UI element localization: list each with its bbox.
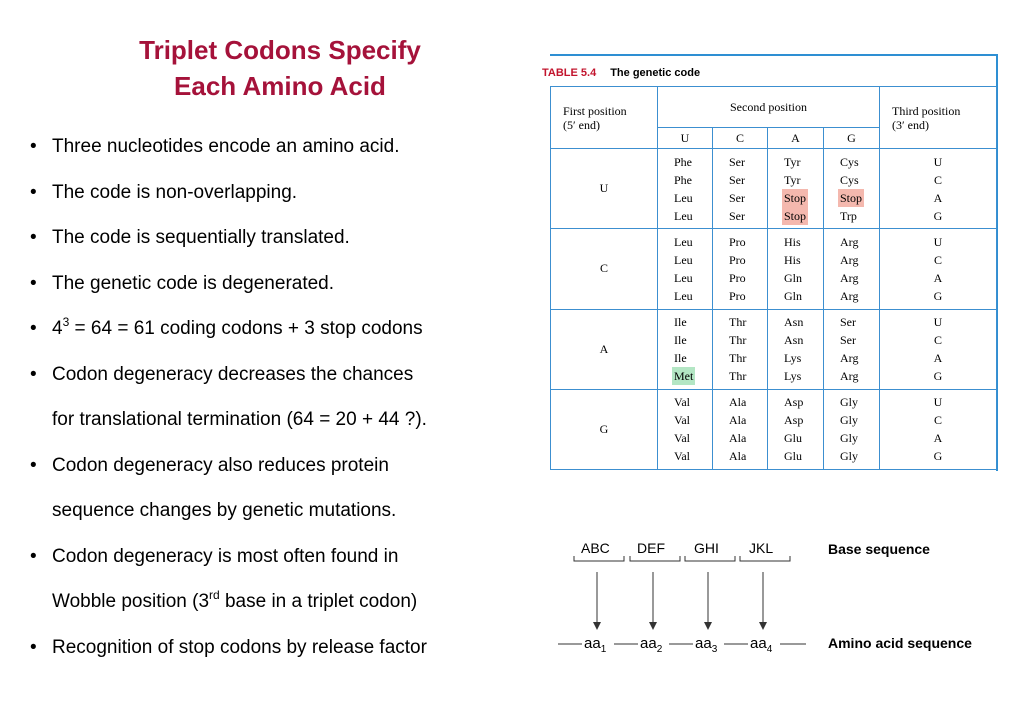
amino-acid-cell [713,149,768,229]
third-base: U [933,395,943,410]
third-base: U [933,234,943,249]
amino-acid-name: Ile [674,351,687,366]
amino-acid-cell [713,309,768,389]
amino-acid-name: Arg [840,351,859,366]
amino-acid-name: Arg [840,270,859,285]
amino-acid-name: His [784,252,801,267]
third-base: A [933,351,943,366]
first-base-cell: U [551,149,658,229]
amino-acid-name: Stop [784,190,807,205]
amino-acid-name: Pro [729,270,746,285]
amino-acid-name: Ala [729,431,747,446]
amino-acid-name: Pro [729,234,746,249]
amino-acid-name: Gly [840,395,858,410]
base-sequence-label: Base sequence [828,541,930,557]
amino-acid-name: Gly [840,449,858,464]
third-base: G [933,288,943,303]
amino-acid-name: Thr [729,315,747,330]
amino-acid-name: Val [674,413,690,428]
third-base: A [933,270,943,285]
second-base-header: G [824,128,880,149]
bullet-item: • Codon degeneracy also reduces protein [30,443,532,489]
third-base: C [933,172,942,187]
amino-acid-name: Pro [729,252,746,267]
bullet-item: • The code is non-overlapping. [30,170,532,216]
amino-acid-name: Lys [784,351,802,366]
first-position-header: First position (5′ end) [551,87,658,149]
second-position-header: Second position [658,87,880,128]
amino-acid-name: Ser [840,333,856,348]
table-number: TABLE 5.4 [542,67,597,79]
amino-acid-name: Ser [729,154,745,169]
bullet-dot-icon: • [30,272,37,294]
bullet-continuation: sequence changes by genetic mutations. [52,500,397,521]
amino-acid-name: Ala [729,413,747,428]
amino-acid-name: Ser [729,190,745,205]
amino-acid-cell [658,229,713,309]
third-base: A [933,431,943,446]
amino-acid-name: Thr [729,351,747,366]
codon-bracket [630,556,680,561]
amino-acid-name: Val [674,431,690,446]
amino-acid-cell [713,389,768,469]
amino-acid-name: Leu [674,208,693,223]
amino-acid-name: Arg [840,234,859,249]
amino-acid-name: Lys [784,369,802,384]
bullet-dot-icon: • [30,136,37,157]
first-base-cell: A [551,309,658,389]
codon-label: DEF [637,540,665,556]
bullet-item: • Recognition of stop codons by release factor [30,625,532,671]
amino-acid-name: Ala [729,395,747,410]
codon-bracket [574,556,624,561]
first-base-cell: G [551,389,658,469]
bullet-dot-icon: • [30,227,37,248]
amino-acid-name: Ser [840,315,856,330]
amino-acid-cell [658,149,713,229]
arrow-head-icon [593,622,601,630]
amino-acid-cell [824,309,880,389]
amino-acid-name: Cys [840,154,859,169]
amino-acid: $aa_4$ [750,635,773,655]
genetic-code-table [550,86,997,470]
bullet-continuation: Wobble position (3rd base in a triplet codon) [52,588,418,612]
amino-acid-name: His [784,234,801,249]
bullet-item: • Codon degeneracy decreases the chances [30,352,532,398]
codon-row [551,229,997,309]
title-line-2: Each Amino Acid [174,71,386,101]
amino-acid-name: Arg [840,288,859,303]
bullet-item: • The genetic code is degenerated. [30,261,532,307]
second-base-header: U [658,128,713,149]
amino-acid-name: Arg [840,369,859,384]
bullet-item: • Codon degeneracy is most often found in [30,534,532,580]
third-base: G [933,449,943,464]
third-base-cell [880,229,997,309]
slide-title [60,32,500,104]
third-base: G [933,369,943,384]
amino-acid-cell [768,309,824,389]
bullet-dot-icon: • [30,636,37,658]
amino-acid-name: Ala [729,449,747,464]
amino-acid-cell [824,389,880,469]
amino-acid-name: Asn [784,315,804,330]
third-base: G [933,208,943,223]
amino-acid-name: Asp [784,395,804,410]
amino-acid-name: Trp [840,208,857,223]
third-base: C [933,413,942,428]
amino-acid-name: Ile [674,315,687,330]
amino-acid-name: Stop [784,208,807,223]
bullet-dot-icon: • [30,181,37,203]
bullet-item: • $4^3 = 64 = 61$ coding codons + 3 stop codons [30,306,532,352]
third-base-cell [880,149,997,229]
third-base: U [933,315,943,330]
amino-acid-cell [713,229,768,309]
codon-row [551,309,997,389]
amino-acid-name: Phe [674,154,692,169]
amino-acid-name: Met [674,369,694,384]
amino-acid-name: Val [674,395,690,410]
third-base: C [933,333,942,348]
bullet-dot-icon: • [30,363,37,385]
amino-acid-name: Leu [674,190,693,205]
table-title: The genetic code [610,67,701,79]
title-line-1: Triplet Codons Specify [139,35,421,65]
amino-acid-cell [768,229,824,309]
arrow-head-icon [704,622,712,630]
amino-acid-cell [824,149,880,229]
amino-acid-name: Stop [840,190,863,205]
codon-label: ABC [581,540,610,556]
third-base-cell [880,309,997,389]
amino-acid-name: Leu [674,270,693,285]
amino-acid-cell [658,309,713,389]
third-base: C [933,252,942,267]
amino-acid-name: Gln [784,270,802,285]
amino-acid-name: Val [674,449,690,464]
codon-label: JKL [749,540,774,556]
amino-acid-name: Ser [729,208,745,223]
amino-acid-name: Pro [729,288,746,303]
bullet-continuation: for translational termination (64 = 20 + 44 ?). [52,409,427,430]
first-base-cell: C [551,229,658,309]
amino-acid-name: Tyr [784,172,801,187]
amino-acid-name: Arg [840,252,859,267]
amino-acid: $aa_2$ [640,635,663,655]
amino-acid-name: Asn [784,333,804,348]
amino-acid-name: Ser [729,172,745,187]
amino-acid-name: Cys [840,172,859,187]
amino-acid: $aa_3$ [695,635,718,655]
amino-acid-name: Ile [674,333,687,348]
codon-row [551,389,997,469]
translation-diagram [550,530,1010,670]
codon-row [551,149,997,229]
amino-acid-name: Thr [729,333,747,348]
bullet-dot-icon: • [30,545,37,567]
amino-acid-sequence-label: Amino acid sequence [828,635,972,651]
third-position-header: Third position (3′ end) [880,87,997,149]
amino-acid-cell [768,389,824,469]
amino-acid-name: Asp [784,413,804,428]
third-base-cell [880,389,997,469]
codon-label: GHI [694,540,719,556]
amino-acid-name: Gln [784,288,802,303]
second-base-header: A [768,128,824,149]
amino-acid-name: Gly [840,413,858,428]
amino-acid: $aa_1$ [584,635,607,655]
amino-acid-name: Glu [784,431,802,446]
arrow-head-icon [759,622,767,630]
amino-acid-name: Phe [674,172,692,187]
bullet-item: • Three nucleotides encode an amino acid. [30,124,532,170]
amino-acid-cell [658,389,713,469]
amino-acid-name: Thr [729,369,747,384]
amino-acid-name: Leu [674,288,693,303]
genetic-code-table-panel [542,54,998,471]
amino-acid-name: Tyr [784,154,801,169]
table-caption [542,67,700,79]
amino-acid-cell [824,229,880,309]
amino-acid-name: Gly [840,431,858,446]
amino-acid-cell [768,149,824,229]
codon-bracket [740,556,790,561]
codon-bracket [685,556,735,561]
bullet-dot-icon: • [30,318,37,339]
bullet-list [30,124,532,670]
amino-acid-name: Glu [784,449,802,464]
arrow-head-icon [649,622,657,630]
bullet-dot-icon: • [30,454,37,476]
second-base-header: C [713,128,768,149]
amino-acid-name: Leu [674,252,693,267]
third-base: U [933,154,943,169]
third-base: A [933,190,943,205]
amino-acid-name: Leu [674,234,693,249]
bullet-item: • The code is sequentially translated. [30,215,532,261]
